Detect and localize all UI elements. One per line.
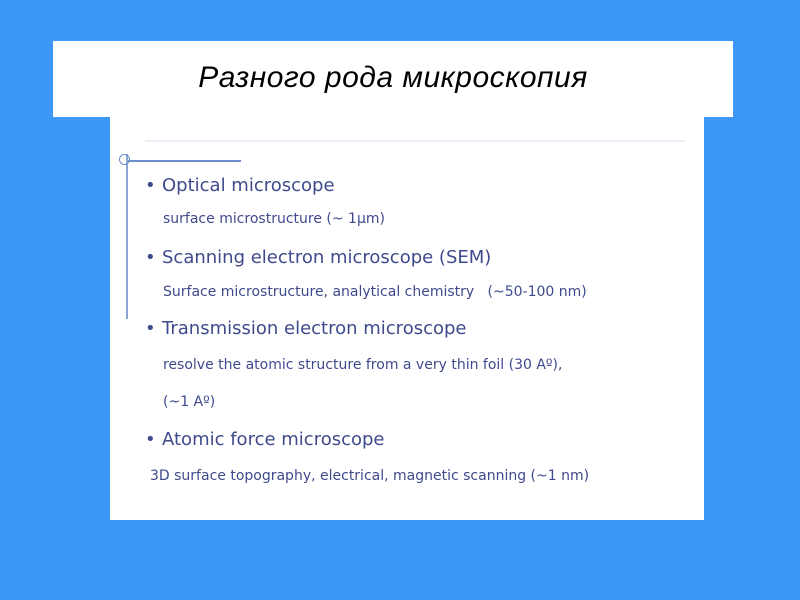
item-heading-afm [145, 429, 385, 450]
bullet-icon: • [145, 429, 156, 450]
bullet-icon: • [145, 175, 156, 196]
bullet-icon: • [145, 247, 156, 268]
decorative-circle-icon [119, 154, 130, 165]
content-panel [110, 117, 704, 520]
item-detail-tem-1: resolve the atomic structure from a very thin foil (30 Aº), [163, 357, 563, 373]
decorative-horizontal-line [126, 160, 241, 162]
item-heading-text: Transmission electron microscope [162, 318, 467, 339]
faint-header-line [145, 140, 685, 142]
bullet-icon: • [145, 318, 156, 339]
item-detail-tem-2: (~1 Aº) [163, 394, 216, 410]
item-detail-optical: surface microstructure (~ 1μm) [163, 211, 385, 227]
item-heading-text: Optical microscope [162, 175, 335, 196]
item-heading-optical [145, 175, 335, 196]
item-heading-text: Scanning electron microscope (SEM) [162, 247, 492, 268]
item-heading-text: Atomic force microscope [162, 429, 385, 450]
slide-title: Разного рода микроскопия [198, 61, 588, 94]
title-bar [53, 41, 733, 117]
decorative-vertical-line [126, 154, 128, 319]
item-heading-tem [145, 318, 467, 339]
item-detail-sem: Surface microstructure, analytical chemistry (~50-100 nm) [163, 284, 587, 300]
item-heading-sem [145, 247, 491, 268]
item-detail-afm: 3D surface topography, electrical, magnetic scanning (~1 nm) [150, 468, 590, 484]
